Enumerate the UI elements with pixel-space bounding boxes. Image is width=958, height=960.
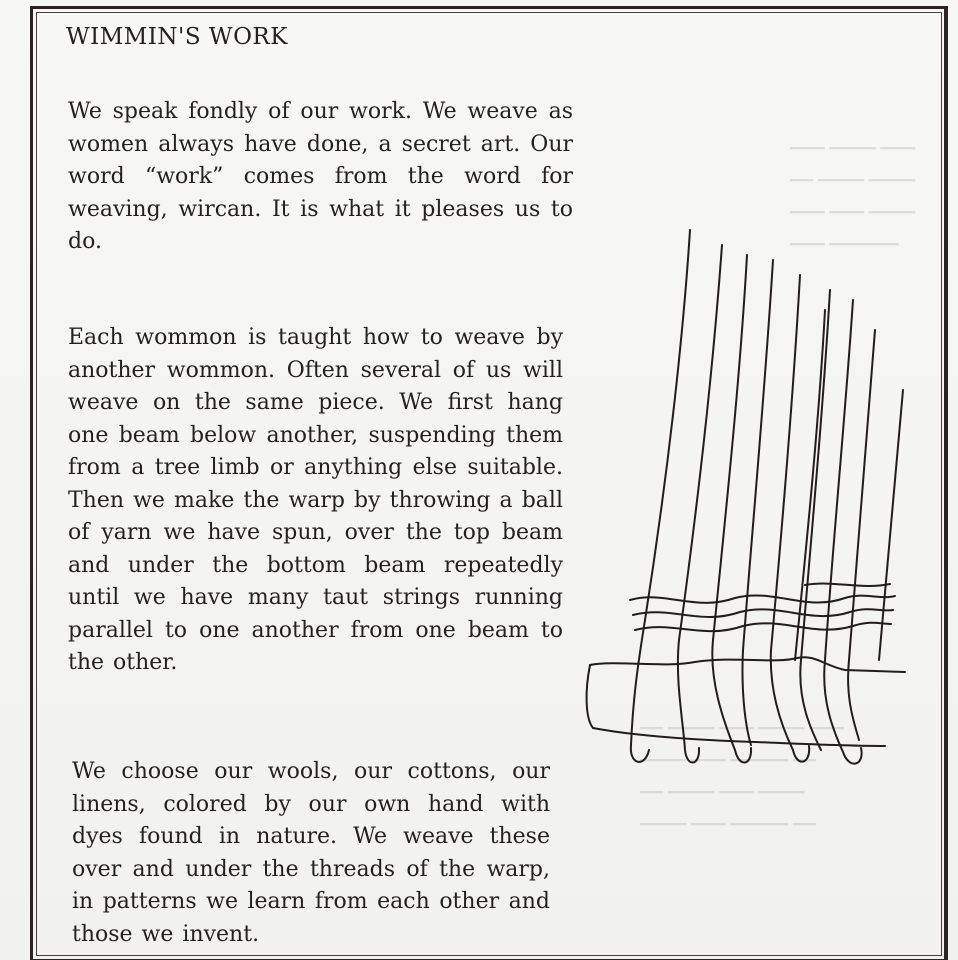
bleed-through-text: ▔▔▔ ▔▔▔▔ ▔▔▔ ▔▔ ▔▔▔▔ ▔▔▔▔ ▔▔▔ ▔▔▔ ▔▔▔▔ ▔▔▔ ▔▔▔▔▔▔ bbox=[790, 147, 915, 261]
bleed-through-text: ▔▔ ▔▔▔▔ ▔▔▔ ▔▔▔▔ ▔▔▔ ▔▔▔▔ ▔▔▔ ▔▔▔▔▔ ▔▔ ▔▔ ▔▔▔▔ ▔▔▔ ▔▔▔▔ ▔▔▔▔ ▔▔▔ ▔▔▔▔▔ ▔▔ bbox=[640, 727, 844, 841]
paragraph-warp: Each wommon is taught how to weave by another wommon. Often several of us will weave on the same piece. We first hang one beam below another, suspending them from a tree limb or anything else suitable. Then we make the warp by throwing a ball of yarn we have spun, over the top beam and under the bottom beam repeatedly until we have many taut strings running parallel to one another from one beam to the other. bbox=[68, 325, 563, 675]
paragraph-weft: We choose our wools, our cottons, our linens, colored by our own hand with dyes found in nature. We weave these over and under the threads of the warp, in patterns we learn from each other and those we invent. bbox=[72, 759, 550, 947]
warp-threads bbox=[631, 230, 903, 764]
paragraph-work: We speak fondly of our work. We weave as women always have done, a secret art. Our word “work” comes from the word for weaving, wircan. It is what it pleases us to do. bbox=[68, 99, 573, 254]
loom-illustration bbox=[575, 220, 915, 780]
section-title: WIMMIN'S WORK bbox=[66, 24, 288, 50]
